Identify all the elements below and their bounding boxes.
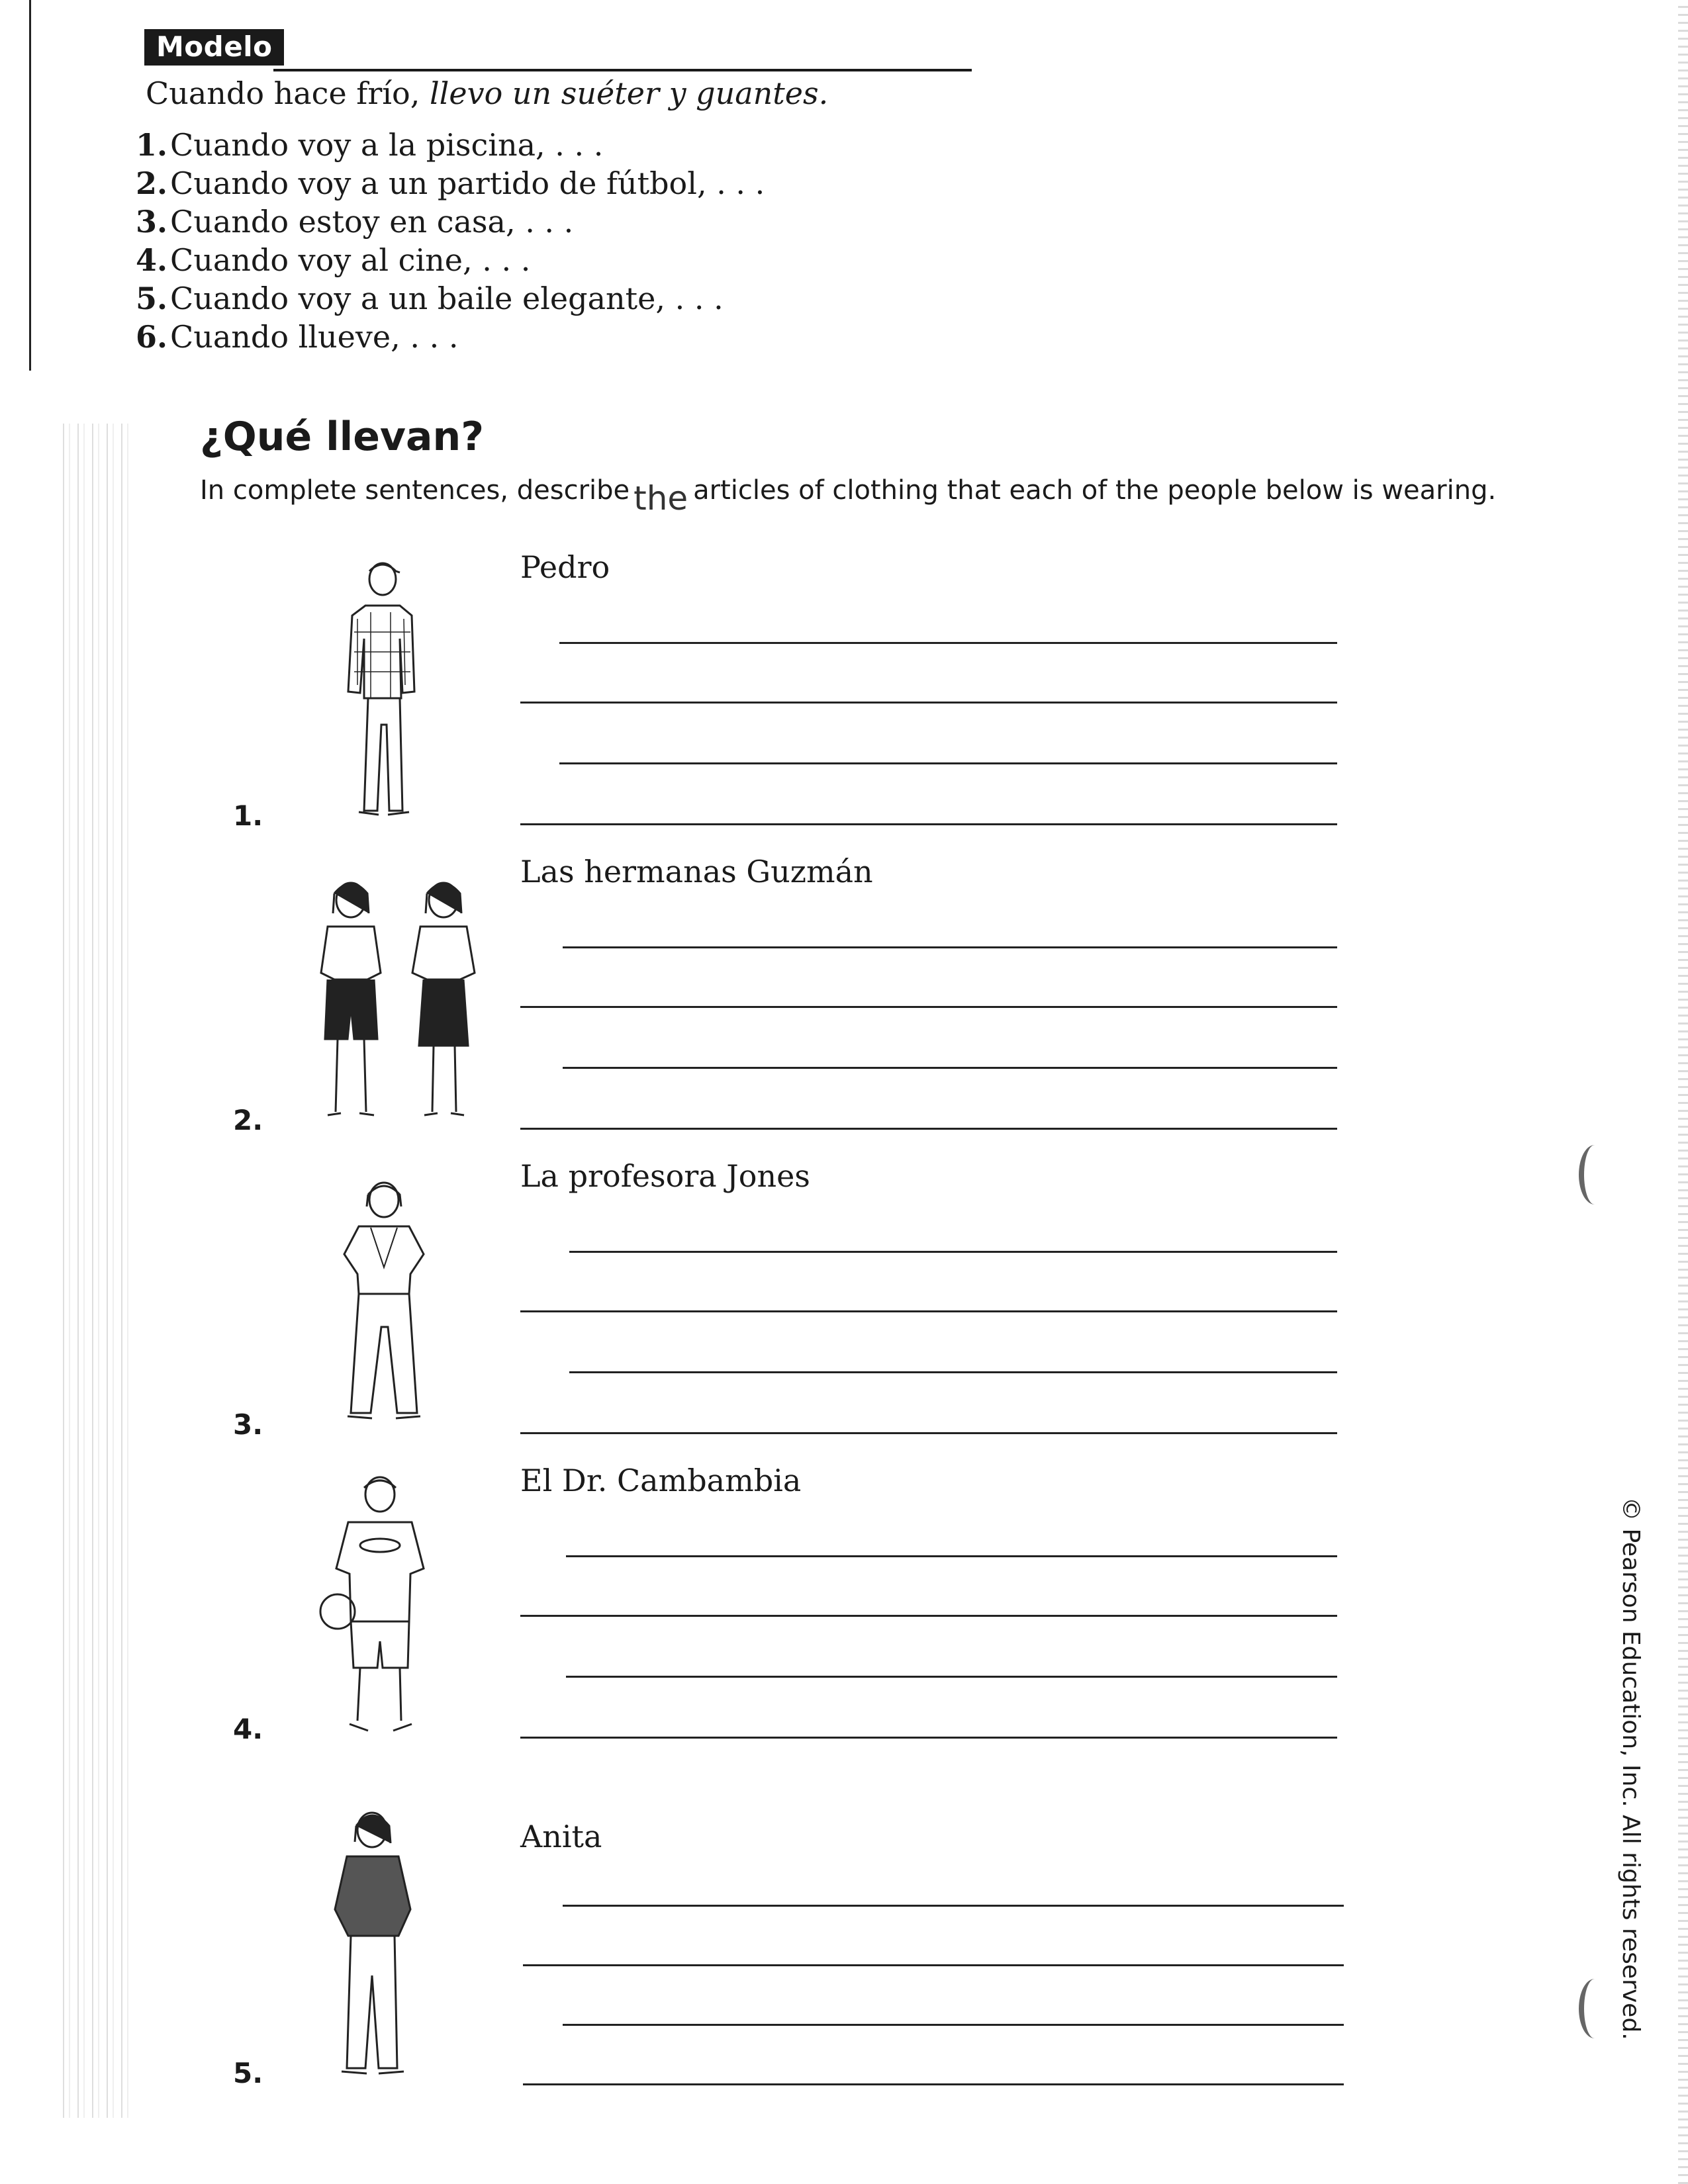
prompt-text: Cuando voy a la piscina, . . . (170, 127, 604, 163)
person-illustration (331, 553, 430, 831)
prompt-number: 6. (136, 319, 168, 355)
person-item (0, 1443, 1688, 1747)
person-illustration (301, 874, 493, 1138)
person-name: El Dr. Cambambia (520, 1463, 802, 1498)
instructions-part-2: articles of clothing that each of the people below is wearing. (693, 475, 1497, 506)
answer-line (520, 823, 1337, 825)
item-number: 1. (233, 799, 263, 832)
person-illustration (318, 1803, 430, 2095)
section-title: ¿Qué llevan? (200, 414, 485, 460)
person-illustration (311, 1469, 444, 1747)
modelo-sentence-answer: llevo un suéter y guantes. (429, 75, 829, 111)
person-item (0, 529, 1688, 834)
modelo-label: Modelo (144, 29, 284, 66)
answer-line (563, 1067, 1337, 1069)
person-item (0, 1138, 1688, 1443)
prompt-text: Cuando voy al cine, . . . (170, 242, 531, 278)
answer-line (563, 1905, 1344, 1907)
prompt-item (136, 241, 765, 279)
person-illustration (311, 1175, 457, 1439)
prompt-number: 2. (136, 165, 168, 201)
prompt-number: 4. (136, 242, 168, 278)
answer-line (520, 1737, 1337, 1739)
item-number: 5. (233, 2057, 263, 2089)
person-item (0, 834, 1688, 1138)
person-item (0, 1787, 1688, 2091)
prompt-item (136, 164, 765, 203)
prompt-text: Cuando llueve, . . . (170, 319, 459, 355)
modelo-sentence-lead: Cuando hace frío, (146, 75, 420, 111)
prompt-number: 5. (136, 281, 168, 316)
prompt-text: Cuando voy a un baile elegante, . . . (170, 281, 724, 316)
answer-line (566, 1555, 1337, 1557)
answer-line (566, 1676, 1337, 1678)
prompt-text: Cuando voy a un partido de fútbol, . . . (170, 165, 765, 201)
modelo-block (144, 29, 829, 111)
answer-line (520, 1128, 1337, 1130)
answer-line (520, 1310, 1337, 1312)
answer-line (559, 762, 1337, 764)
copyright-notice (1615, 1497, 1655, 2040)
prompt-item (136, 318, 765, 356)
item-number: 3. (233, 1408, 263, 1441)
modelo-rule (273, 69, 972, 71)
modelo-sentence (146, 75, 828, 111)
answer-line (563, 2024, 1344, 2026)
person-name: Las hermanas Guzmán (520, 854, 873, 889)
prompt-item (136, 126, 765, 164)
answer-line (563, 946, 1337, 948)
answer-line (569, 1371, 1337, 1373)
copyright-text: © Pearson Education, Inc. All rights reserved. (1617, 1497, 1644, 2040)
answer-line (520, 1432, 1337, 1434)
prompt-item (136, 203, 765, 241)
answer-line (520, 1615, 1337, 1617)
scan-page-edge (29, 0, 31, 371)
answer-line (520, 1006, 1337, 1008)
section-instructions (200, 475, 1497, 518)
person-name: Anita (520, 1819, 602, 1854)
answer-line (569, 1251, 1337, 1253)
answer-line (520, 702, 1337, 704)
prompt-number: 3. (136, 204, 168, 240)
answer-line (523, 2083, 1344, 2085)
prompt-text: Cuando estoy en casa, . . . (170, 204, 574, 240)
item-number: 4. (233, 1713, 263, 1745)
prompt-list (136, 126, 765, 356)
prompt-item (136, 279, 765, 318)
answer-line (559, 642, 1337, 644)
item-number: 2. (233, 1104, 263, 1136)
instructions-part-1: In complete sentences, describe (200, 475, 630, 506)
answer-line (523, 1964, 1344, 1966)
prompt-number: 1. (136, 127, 168, 163)
person-name: Pedro (520, 549, 610, 585)
person-name: La profesora Jones (520, 1158, 810, 1194)
handwritten-insert: the (633, 479, 688, 518)
